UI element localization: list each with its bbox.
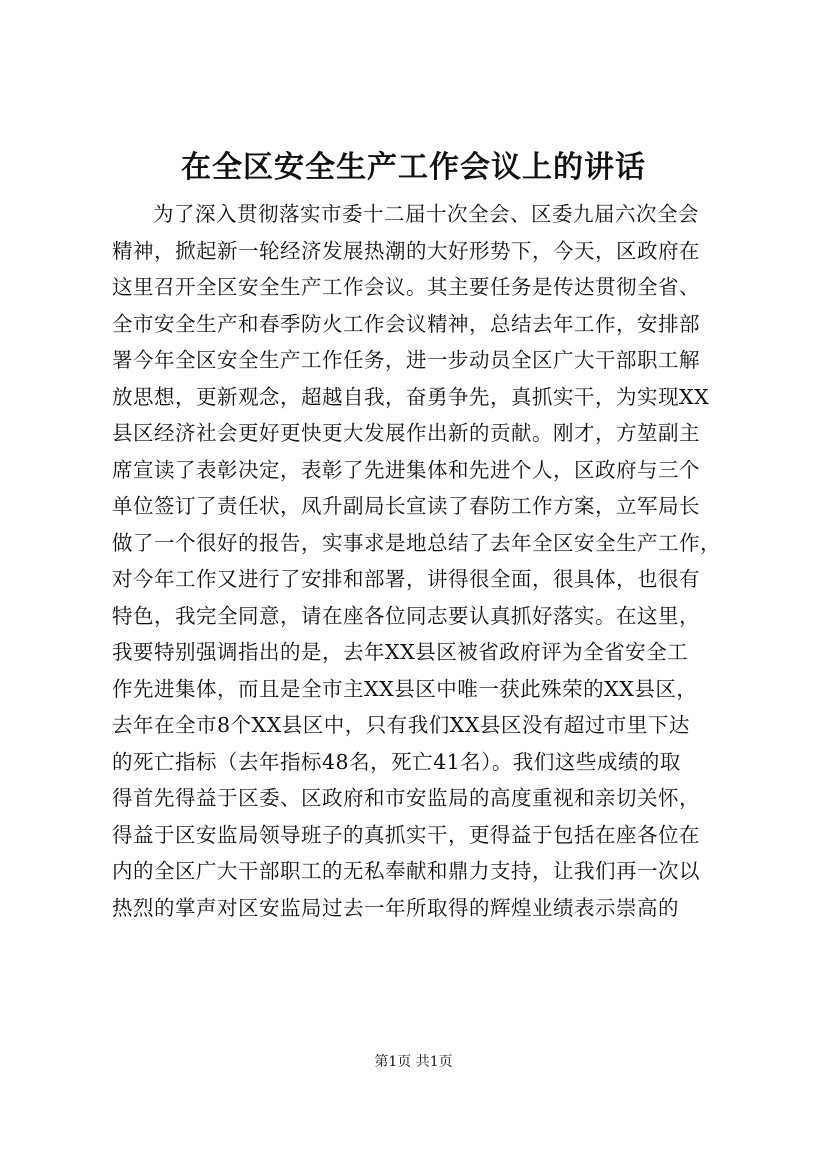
body-line: 内的全区广大干部职工的无私奉献和鼎力支持，让我们再一次以 (112, 859, 700, 883)
body-line: 作先进集体，而且是全市主XX县区中唯一获此殊荣的XX县区， (112, 676, 698, 701)
body-line: 放思想，更新观念，超越自我，奋勇争先，真抓实干，为实现XX (112, 384, 710, 409)
body-line: 全市安全生产和春季防火工作会议精神，总结去年工作，安排部 (112, 311, 700, 336)
body-line: 去年在全市8个XX县区中，只有我们XX县区没有超过市里下达 (112, 713, 690, 737)
body-line: 署今年全区安全生产工作任务，进一步动员全区广大干部职工解 (112, 348, 700, 372)
body-line: 我要特别强调指出的是，去年XX县区被省政府评为全省安全工 (112, 640, 689, 664)
body-line: 对今年工作又进行了安排和部署，讲得很全面，很具体，也很有 (112, 567, 700, 591)
body-line: 热烈的掌声对区安监局过去一年所取得的辉煌业绩表示崇高的 (112, 895, 679, 920)
body-line: 特色，我完全同意，请在座各位同志要认真抓好落实。在这里， (112, 603, 700, 628)
body-line: 为了深入贯彻落实市委十二届十次全会、区委九届六次全会 (153, 202, 699, 226)
document-title: 在全区安全生产工作会议上的讲话 (181, 150, 646, 185)
body-line: 精神，掀起新一轮经济发展热潮的大好形势下，今天，区政府在 (112, 238, 700, 263)
body-line: 得首先得益于区委、区政府和市安监局的高度重视和亲切关怀， (112, 786, 700, 810)
body-line: 做了一个很好的报告，实事求是地总结了去年全区安全生产工作， (112, 530, 721, 555)
document-body (112, 196, 732, 926)
body-line: 单位签订了责任状，凤升副局长宣读了春防工作方案，立军局长 (112, 494, 700, 518)
page-footer: 第1页 共1页 (374, 1054, 453, 1070)
body-line: 的死亡指标（去年指标48名，死亡41名）。我们这些成绩的取 (112, 749, 681, 774)
body-line: 席宣读了表彰决定，表彰了先进集体和先进个人，区政府与三个 (112, 457, 700, 482)
body-line: 县区经济社会更好更快更大发展作出新的贡献。刚才，方堃副主 (112, 421, 700, 445)
body-line: 这里召开全区安全生产工作会议。其主要任务是传达贯彻全省、 (112, 275, 700, 299)
body-line: 得益于区安监局领导班子的真抓实干，更得益于包括在座各位在 (112, 822, 700, 847)
